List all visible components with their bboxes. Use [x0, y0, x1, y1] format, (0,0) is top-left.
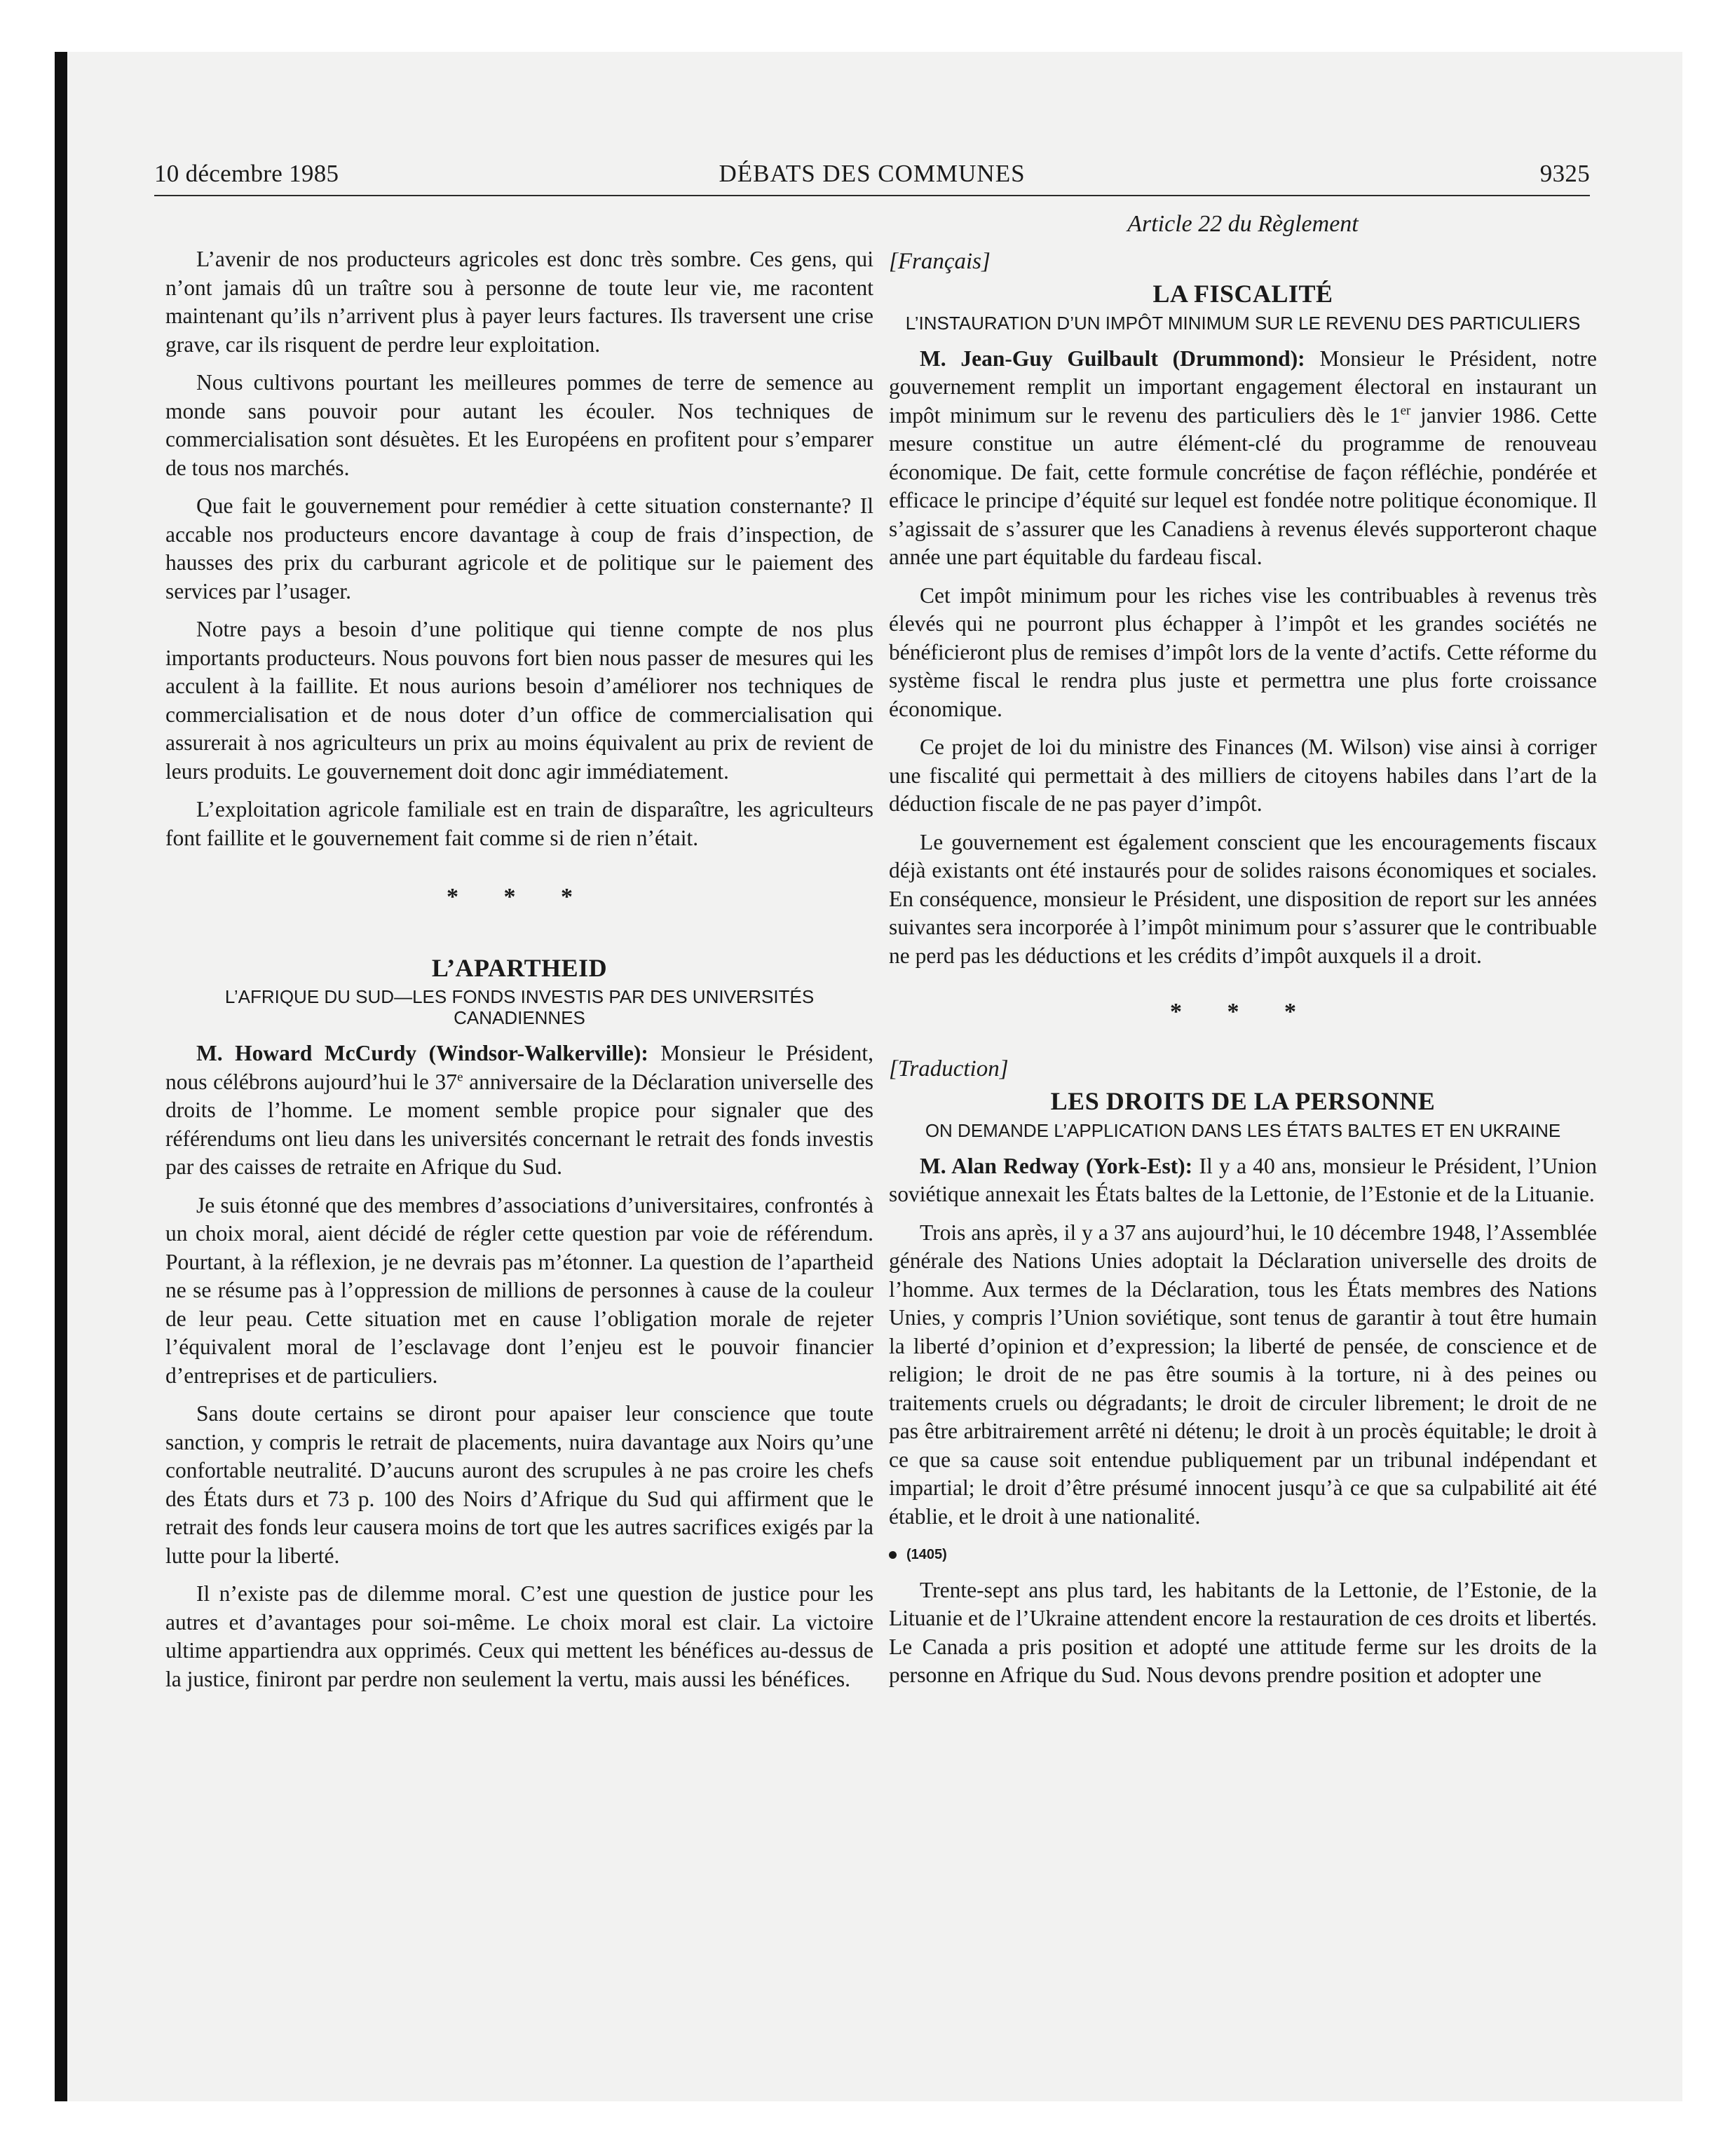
timestamp: (1405)	[906, 1547, 947, 1562]
paragraph: L’exploitation agricole familiale est en train de disparaître, les agriculteurs font faillite et le gouvernement fait comme si de rien n’était.	[165, 797, 873, 850]
header-rule	[154, 195, 1590, 196]
standing-order-reference: Article 22 du Règlement	[1127, 211, 1359, 237]
section-title-apartheid: L’APARTHEID	[431, 953, 608, 982]
paragraph: Il n’existe pas de dilemme moral. C’est une question de justice pour les autres et d’avantages pour soi-même. Le choix moral est clair. La victoire ultime appartiendra aux opprimés. Ceux qui mettent les bénéfices au-dessus de la justice, finiront par perdre non seulement la vertu, mais aussi les bénéfices.	[165, 1581, 873, 1691]
paragraph: Trente-sept ans plus tard, les habitants de la Lettonie, de l’Estonie, de la Lituanie et de l’Ukraine attendent encore la restauration de ces droits et libertés. Le Canada a pris position et adopté une attitude ferme sur les droits de la personne en Afrique du Sud. Nous devons prendre position et adopter une	[889, 1577, 1597, 1687]
section-title-fiscalite: LA FISCALITÉ	[1152, 280, 1333, 308]
header-date: 10 décembre 1985	[154, 160, 339, 187]
speaker-name: M. Alan Redway (York-Est):	[920, 1153, 1193, 1178]
language-note: [Français]	[889, 248, 991, 274]
paragraph: Nous cultivons pourtant les meilleures pommes de terre de semence au monde sans pouvoir pour autant les écouler. Nos techniques de commercialisation sont désuètes. Et les Européens en profitent pour s’emparer de tous nos marchés.	[165, 370, 873, 480]
section-separator: * * *	[447, 884, 592, 910]
paragraph: Cet impôt minimum pour les riches vise les contribuables à revenus très élevés qui ne pourront plus échapper à l’impôt et les grandes sociétés ne bénéficieront plus de remises d’impôt lors de la vente d’actifs. Cette réforme du système fiscal le rendra plus juste et permettra une plus forte croissance économique.	[889, 582, 1597, 721]
paragraph: Ce projet de loi du ministre des Finances (M. Wilson) vise ainsi à corriger une fiscalité qui permettait à des milliers de citoyens habiles dans l’art de la déduction fiscale de ne pas payer d’impôt.	[889, 735, 1597, 816]
left-column	[165, 245, 873, 1703]
speech-paragraph: M. Alan Redway (York-Est): Il y a 40 ans, monsieur le Président, l’Union soviétique annexait les États baltes de la Lettonie, de l’Estonie et de la Lituanie.	[889, 1153, 1598, 1206]
right-column	[889, 210, 1597, 1700]
paragraph: Sans doute certains se diront pour apaiser leur conscience que toute sanction, y compris le retrait de placements, nuira davantage aux Noirs qu’une confortable neutralité. D’aucuns auront des scrupules à ne pas croire les chefs des États durs et 73 p. 100 des Noirs d’Afrique du Sud qui affirment que le retrait des fonds leur causera moins de tort que les autres sacrifices exigés par la lutte pour la liberté.	[165, 1401, 873, 1568]
paragraph: Je suis étonné que des membres d’associations d’universitaires, confrontés à un choix moral, aient décidé de régler cette question par voie de référendum. Pourtant, à la réflexion, je ne devrais pas m’étonner. La question de l’apartheid ne se résume pas à l’oppression de millions de personnes à cause de la couleur de leur peau. Cette situation met en cause l’obligation morale de rejeter l’équivalent moral de l’esclavage dont l’enjeu est le pouvoir financier d’entreprises et de particuliers.	[165, 1192, 873, 1388]
paragraph: Trois ans après, il y a 37 ans aujourd’hui, le 10 décembre 1948, l’Assemblée générale des Nations Unies adoptait la Déclaration universelle des droits de l’homme. Aux termes de la Déclaration, tous les États membres des Nations Unies, y compris l’Union soviétique, sont tenus de garantir à tout être humain la liberté d’opinion et d’expression; la liberté de pensée, de conscience et de religion; le droit de ne pas être soumis à la torture, ni à des peines ou traitements cruels ou dégradants; le droit de circuler librement; le droit de ne pas être arbitrairement arrêté ni détenu; le droit à un procès équitable; le droit à ce que sa cause soit entendue publiquement par un tribunal indépendant et impartial; le droit d’être présumé innocent jusqu’à ce que sa culpabilité ait été établie, et le droit à une nationalité.	[889, 1220, 1597, 1529]
language-note: [Traduction]	[889, 1056, 1009, 1082]
section-subtitle-droits: ON DEMANDE L’APPLICATION DANS LES ÉTATS BALTES ET EN UKRAINE	[925, 1119, 1561, 1141]
section-title-droits: LES DROITS DE LA PERSONNE	[1050, 1087, 1436, 1115]
page-header	[154, 160, 1590, 199]
section-subtitle-fiscalite: L’INSTAURATION D’UN IMPÔT MINIMUM SUR LE REVENU DES PARTICULIERS	[905, 312, 1581, 334]
header-title: DÉBATS DES COMMUNES	[719, 160, 1026, 187]
header-page-number: 9325	[1539, 160, 1590, 187]
section-subtitle-apartheid: L’AFRIQUE DU SUD—LES FONDS INVESTIS PAR DES UNIVERSITÉS CANADIENNES	[224, 986, 815, 1028]
timestamp-marker	[889, 1541, 1597, 1569]
paragraph: Le gouvernement est également conscient que les encouragements fiscaux déjà existants ont été instaurés pour de solides raisons économiques et sociales. En conséquence, monsieur le Président, une disposition de report sur les années suivantes sera incorporée à l’impôt minimum pour s’assurer que le contribuable ne perd pas les déductions et les crédits d’impôt auxquels il a droit.	[889, 829, 1597, 968]
paragraph: Notre pays a besoin d’une politique qui tienne compte de nos plus importants producteurs. Nous pouvons fort bien nous passer de mesures qui les acculent à la faillite. Et nous aurions besoin d’améliorer nos techniques de commercialisation et de nous doter d’un office de commercialisation qui assurerait à nos agriculteurs un prix au moins équivalent au prix de revient de leurs produits. Le gouvernement doit donc agir immédiatement.	[165, 617, 873, 784]
paragraph: Que fait le gouvernement pour remédier à cette situation consternante? Il accable nos producteurs encore davantage à coup de frais d’inspection, de hausses des prix du carburant agricole et de politique sur le paiement des services par l’usager.	[165, 493, 873, 603]
speaker-name: M. Howard McCurdy (Windsor-Walkerville):	[196, 1041, 648, 1065]
bullet-dot-icon	[889, 1551, 897, 1559]
section-separator: * * *	[1170, 999, 1316, 1025]
speech-paragraph: M. Jean-Guy Guilbault (Drummond): Monsieur le Président, notre gouvernement remplit un important engagement électoral en instaurant un impôt minimum sur le revenu des particuliers dès le 1er janvier 1986. Cette mesure constitue un autre élément-clé du programme de renouveau économique. De fait, cette formule concrétise de façon réfléchie, pondérée et efficace le principe d’équité sur lequel est fondée notre politique économique. Il s’agissait de s’assurer que les Canadiens à revenus élevés supporteront chaque année une part équitable du fardeau fiscal.	[889, 346, 1598, 569]
speaker-name: M. Jean-Guy Guilbault (Drummond):	[920, 346, 1305, 371]
speech-paragraph: M. Howard McCurdy (Windsor-Walkerville): Monsieur le Président, nous célébrons aujourd’hui le 37e anniversaire de la Déclaration universelle des droits de l’homme. Le moment semble propice pour signaler que des référendums ont lieu dans les universités concernant le retrait des fonds investis par des caisses de retraite en Afrique du Sud.	[165, 1041, 873, 1179]
paragraph: L’avenir de nos producteurs agricoles est donc très sombre. Ces gens, qui n’ont jamais dû un traître sou à personne de toute leur vie, me racontent maintenant qu’ils n’arrivent plus à payer leurs factures. Ils traversent une crise grave, car ils risquent de perdre leur exploitation.	[165, 247, 873, 357]
